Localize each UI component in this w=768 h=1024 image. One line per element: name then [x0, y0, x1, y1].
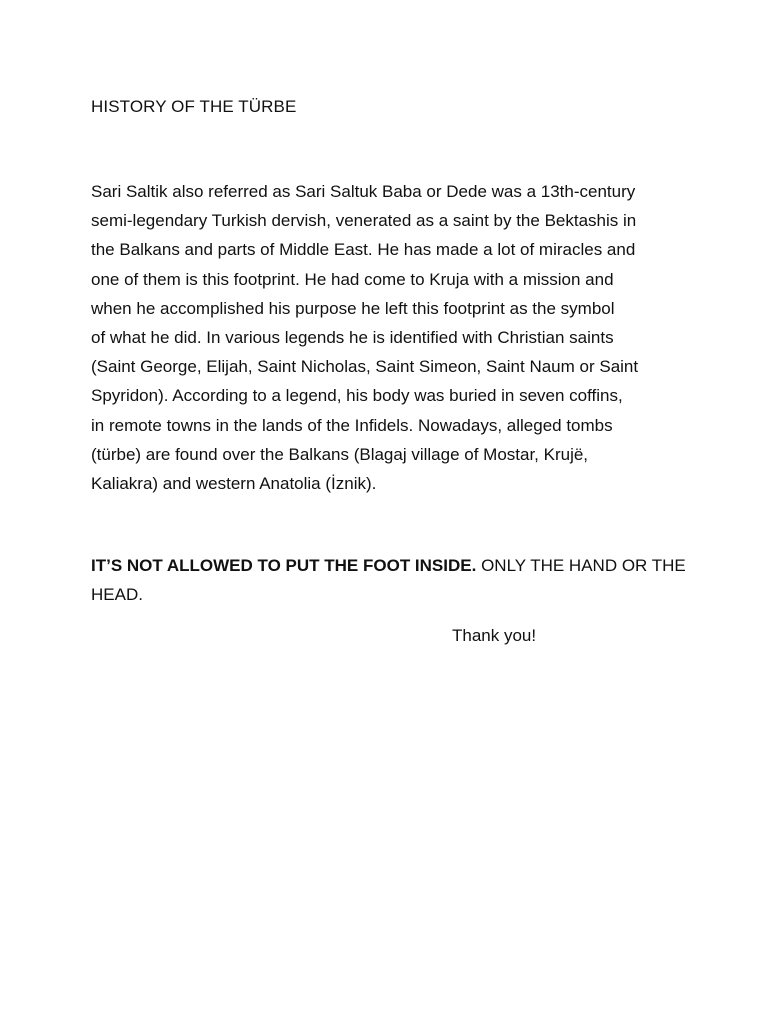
notice-line-2: HEAD.: [91, 585, 143, 604]
notice-warning: IT’S NOT ALLOWED TO PUT THE FOOT INSIDE.: [91, 556, 477, 575]
paragraph-line: Kaliakra) and western Anatolia (İznik).: [91, 474, 377, 494]
paragraph-line: of what he did. In various legends he is identified with Christian saints: [91, 328, 614, 348]
document-title: HISTORY OF THE TÜRBE: [91, 97, 297, 116]
foot-notice: [91, 551, 691, 609]
paragraph-line: (türbe) are found over the Balkans (Blagaj village of Mostar, Krujë,: [91, 444, 589, 464]
notice-line-1: [91, 551, 691, 580]
paragraph-line: the Balkans and parts of Middle East. He has made a lot of miracles and: [91, 240, 636, 260]
history-paragraph: [91, 177, 691, 498]
closing-thanks: Thank you!: [452, 626, 537, 645]
paragraph-line: semi-legendary Turkish dervish, venerated as a saint by the Bektashis in: [91, 211, 637, 231]
paragraph-line: Spyridon). According to a legend, his body was buried in seven coffins,: [91, 386, 623, 406]
paragraph-line: Sari Saltik also referred as Sari Saltuk Baba or Dede was a 13th-century: [91, 182, 636, 201]
paragraph-line: one of them is this footprint. He had come to Kruja with a mission and: [91, 269, 614, 289]
paragraph-line: (Saint George, Elijah, Saint Nicholas, Saint Simeon, Saint Naum or Saint: [91, 357, 639, 377]
paragraph-line: in remote towns in the lands of the Infidels. Nowadays, alleged tombs: [91, 415, 613, 435]
notice-instruction: ONLY THE HAND OR THE: [476, 556, 686, 575]
paragraph-line: when he accomplished his purpose he left this footprint as the symbol: [91, 298, 615, 318]
